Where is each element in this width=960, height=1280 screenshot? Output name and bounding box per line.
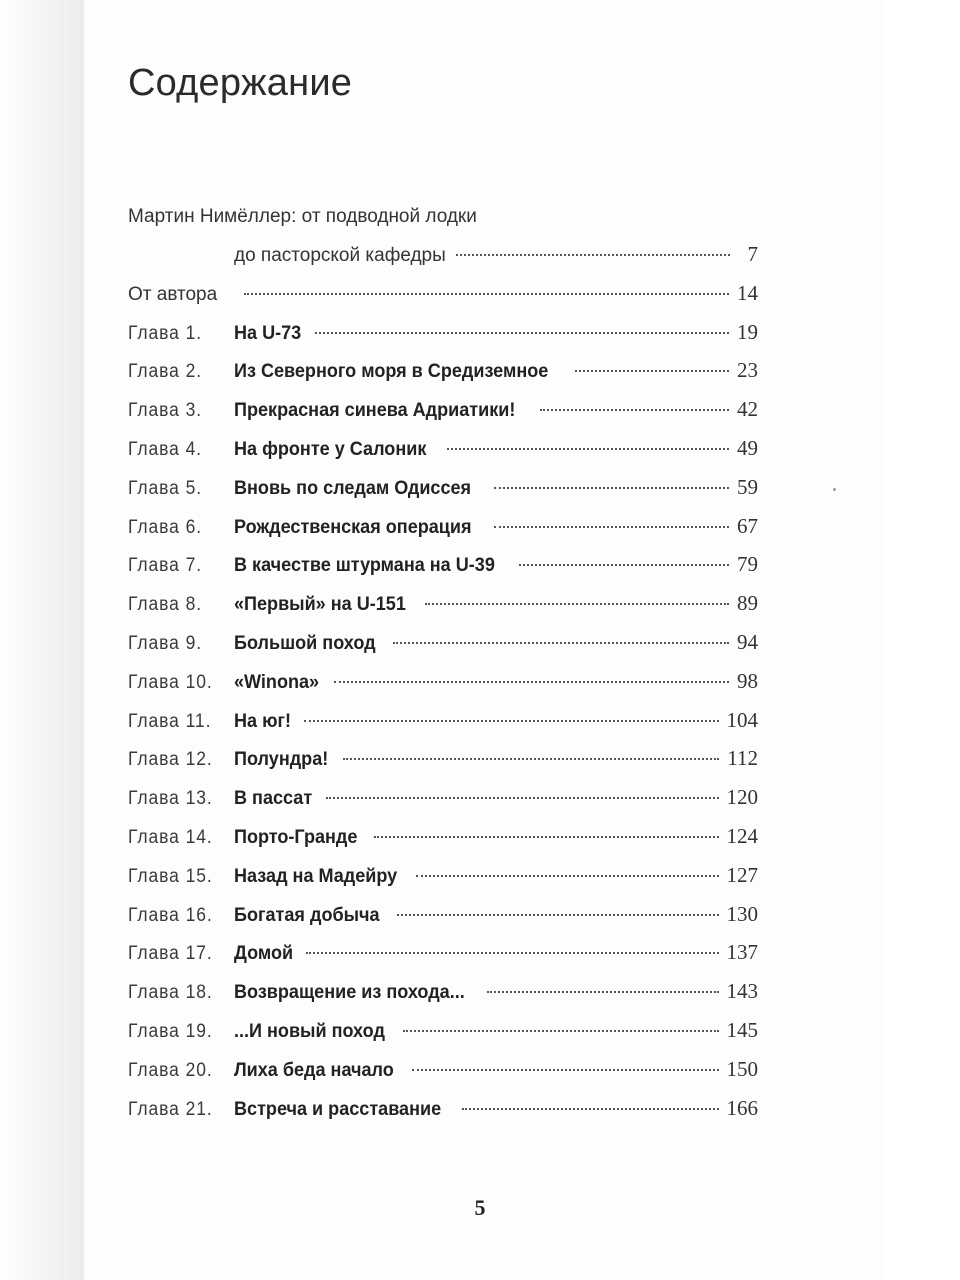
- leader-dots: [374, 836, 719, 838]
- toc-chapter-entry[interactable]: [128, 746, 758, 785]
- chapter-title: В пассат: [234, 788, 313, 810]
- chapter-label: Глава 21.: [128, 1098, 213, 1120]
- chapter-title: На фронте у Салоник: [234, 438, 427, 460]
- toc-chapter-entry[interactable]: [128, 940, 758, 979]
- toc-chapter-entry[interactable]: [128, 358, 758, 397]
- chapter-page-number: 79: [737, 552, 758, 577]
- toc-author-page: 14: [737, 280, 758, 305]
- toc-chapter-entry[interactable]: [128, 824, 758, 863]
- toc-intro-line1[interactable]: [128, 206, 758, 242]
- chapter-label: Глава 7.: [128, 555, 203, 577]
- chapter-title: Возвращение из похода...: [234, 982, 465, 1004]
- chapter-page-number: 23: [737, 358, 758, 383]
- chapter-page-number: 166: [726, 1095, 758, 1120]
- chapter-page-number: 120: [726, 785, 758, 810]
- leader-dots: [334, 681, 729, 683]
- toc-chapter-entry[interactable]: [128, 1057, 758, 1096]
- chapter-page-number: 112: [727, 746, 758, 771]
- toc-chapter-entry[interactable]: [128, 863, 758, 902]
- chapter-label: Глава 1.: [128, 322, 203, 344]
- chapter-title: Большой поход: [234, 632, 376, 654]
- toc-chapter-entry[interactable]: [128, 320, 758, 359]
- chapter-title: В качестве штурмана на U-39: [234, 555, 495, 577]
- toc-chapter-entry[interactable]: [128, 669, 758, 708]
- chapter-page-number: 94: [737, 629, 758, 654]
- chapter-page-number: 143: [726, 979, 758, 1004]
- toc-chapter-entry[interactable]: [128, 902, 758, 941]
- toc-intro-title-line2: до пасторской кафедры: [234, 245, 446, 266]
- chapter-page-number: 104: [726, 707, 758, 732]
- chapter-label: Глава 6.: [128, 516, 203, 538]
- toc-author-label: От автора: [128, 283, 218, 305]
- chapter-label: Глава 2.: [128, 361, 203, 383]
- leader-dots: [326, 797, 718, 799]
- toc-chapter-entry[interactable]: [128, 397, 758, 436]
- leader-dots: [487, 991, 719, 993]
- chapter-label: Глава 20.: [128, 1059, 213, 1081]
- chapter-label: Глава 4.: [128, 438, 203, 460]
- chapter-label: Глава 12.: [128, 749, 213, 771]
- chapter-title: «Winona»: [234, 671, 320, 693]
- chapter-page-number: 124: [726, 823, 758, 848]
- chapter-label: Глава 17.: [128, 943, 213, 965]
- leader-dots: [304, 720, 718, 722]
- page-number: 5: [474, 1195, 486, 1220]
- chapter-page-number: 49: [737, 435, 758, 460]
- leader-dots: [456, 254, 730, 256]
- chapter-title: Лиха беда начало: [234, 1059, 394, 1081]
- chapter-label: Глава 14.: [128, 826, 213, 848]
- toc-chapter-entry[interactable]: [128, 591, 758, 630]
- chapter-label: Глава 13.: [128, 788, 213, 810]
- chapter-label: Глава 15.: [128, 865, 213, 887]
- chapter-label: Глава 18.: [128, 982, 213, 1004]
- leader-dots: [306, 952, 718, 954]
- chapter-page-number: 67: [737, 513, 758, 538]
- leader-dots: [244, 293, 729, 295]
- chapter-label: Глава 16.: [128, 904, 213, 926]
- toc-intro-line2[interactable]: [128, 242, 758, 281]
- leader-dots: [343, 758, 719, 760]
- leader-dots: [494, 487, 729, 489]
- chapter-label: Глава 9.: [128, 632, 203, 654]
- chapter-list: [128, 320, 758, 1135]
- toc-intro-page: 7: [747, 242, 758, 266]
- toc-chapter-entry[interactable]: [128, 514, 758, 553]
- leader-dots: [403, 1030, 719, 1032]
- chapter-label: Глава 3.: [128, 400, 203, 422]
- chapter-title: Назад на Мадейру: [234, 865, 398, 887]
- chapter-page-number: 150: [726, 1056, 758, 1081]
- chapter-title: «Первый» на U-151: [234, 594, 406, 616]
- toc-chapter-entry[interactable]: [128, 1096, 758, 1135]
- chapter-page-number: 19: [737, 319, 758, 344]
- chapter-title: Домой: [234, 943, 294, 965]
- chapter-title: Полундра!: [234, 749, 329, 771]
- chapter-page-number: 89: [737, 591, 758, 616]
- toc-chapter-entry[interactable]: [128, 785, 758, 824]
- chapter-label: Глава 5.: [128, 477, 203, 499]
- chapter-page-number: 98: [737, 668, 758, 693]
- chapter-title: ...И новый поход: [234, 1020, 385, 1042]
- toc-chapter-entry[interactable]: [128, 979, 758, 1018]
- chapter-title: Рождественская операция: [234, 516, 472, 538]
- chapter-title: Прекрасная синева Адриатики!: [234, 400, 516, 422]
- page-title: Содержание: [128, 62, 353, 104]
- leader-dots: [412, 1069, 718, 1071]
- chapter-title: На юг!: [234, 710, 292, 732]
- right-margin: [884, 0, 960, 1280]
- leader-dots: [397, 914, 718, 916]
- chapter-page-number: 59: [737, 474, 758, 499]
- toc-intro-title-line1: Мартин Нимёллер: от подводной лодки: [128, 206, 477, 227]
- toc-chapter-entry[interactable]: [128, 708, 758, 747]
- leader-dots: [393, 642, 729, 644]
- table-of-contents: [128, 206, 758, 1134]
- chapter-page-number: 145: [726, 1017, 758, 1042]
- leader-dots: [416, 875, 719, 877]
- scan-speck: [833, 488, 836, 491]
- chapter-page-number: 130: [726, 901, 758, 926]
- toc-chapter-entry[interactable]: [128, 436, 758, 475]
- chapter-label: Глава 19.: [128, 1020, 213, 1042]
- leader-dots: [540, 409, 729, 411]
- chapter-title: Из Северного моря в Средиземное: [234, 361, 549, 383]
- leader-dots: [447, 448, 730, 450]
- toc-chapter-entry[interactable]: [128, 475, 758, 514]
- leader-dots: [315, 332, 729, 334]
- leader-dots: [494, 526, 729, 528]
- chapter-page-number: 42: [737, 397, 758, 422]
- chapter-label: Глава 11.: [128, 710, 212, 732]
- leader-dots: [575, 370, 729, 372]
- chapter-title: Порто-Гранде: [234, 826, 358, 848]
- toc-author-entry[interactable]: [128, 281, 758, 320]
- chapter-title: Богатая добыча: [234, 904, 380, 926]
- leader-dots: [462, 1108, 718, 1110]
- leader-dots: [425, 603, 729, 605]
- chapter-title: Встреча и расставание: [234, 1098, 442, 1120]
- toc-chapter-entry[interactable]: [128, 630, 758, 669]
- page-gutter-shadow: [0, 0, 84, 1280]
- chapter-page-number: 127: [726, 862, 758, 887]
- chapter-title: Вновь по следам Одиссея: [234, 477, 472, 499]
- chapter-page-number: 137: [726, 940, 758, 965]
- chapter-title: На U-73: [234, 322, 302, 344]
- toc-chapter-entry[interactable]: [128, 552, 758, 591]
- leader-dots: [519, 564, 729, 566]
- chapter-label: Глава 10.: [128, 671, 213, 693]
- chapter-label: Глава 8.: [128, 594, 203, 616]
- toc-chapter-entry[interactable]: [128, 1018, 758, 1057]
